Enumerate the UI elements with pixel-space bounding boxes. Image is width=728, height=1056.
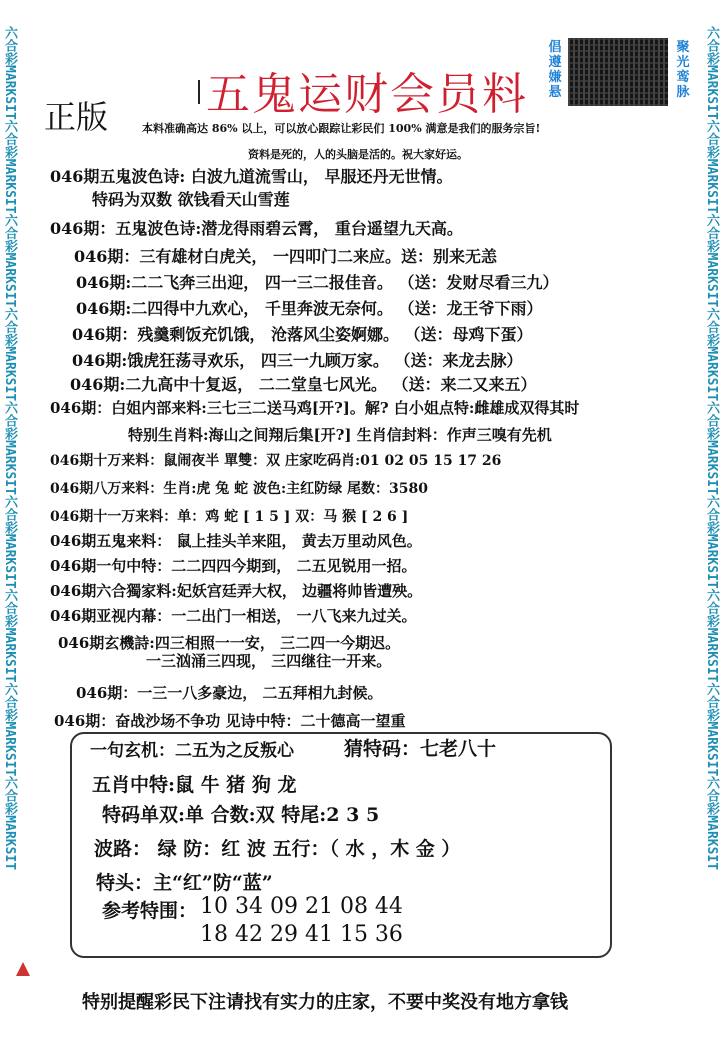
line-wugui-material: 046期五鬼来料： 鼠上挂头羊来阻， 黄去万里动风色。: [50, 532, 422, 550]
line-tiger-pass: 046期：三有雄材白虎关， 一四叩门二来应。送：别来无恙: [74, 247, 497, 266]
line-100k-material: 046期十万来料：鼠闹夜半 單雙：双 庄家吃码肖:01 02 05 15 17 26: [50, 453, 502, 469]
box-mystery-hint: 一句玄机：二五为之反叛心: [90, 741, 294, 761]
watermark-border-right: 六合彩MARKSIT六合彩MARKSIT六合彩MARKSIT六合彩MARKSIT六合彩MARKSIT六合彩MARKSIT六合彩MARKSIT六合彩MARKSIT六合彩MARKSIT: [704, 26, 719, 871]
line-yisan-yiba: 046期：一三一八多豪边， 二五拜相九封候。: [76, 684, 383, 702]
line-ersi-dezhong: 046期:二四得中九欢心， 千里奔波无奈何。 （送：龙王爷下雨）: [76, 299, 543, 318]
line-erer-feiben: 046期:二二飞奔三出迎， 四一三二报佳音。 （送：发财尽看三九）: [76, 273, 559, 292]
line-110k-material: 046期十一万来料：单：鸡 蛇 [ 1 5 ] 双：马 猴 [ 2 6 ]: [50, 509, 409, 525]
box-ref-numbers-row1: 10 34 09 21 08 44: [200, 894, 403, 919]
box-ref-label: 参考特围：: [102, 900, 198, 922]
box-five-zodiac: 五肖中特:鼠 牛 猪 狗 龙: [92, 774, 297, 796]
notice-luck: 资料是死的，人的头脑是活的。祝大家好运。: [248, 148, 468, 161]
watermark-border-left: 六合彩MARKSIT六合彩MARKSIT六合彩MARKSIT六合彩MARKSIT六合彩MARKSIT六合彩MARKSIT六合彩MARKSIT六合彩MARKSIT六合彩MARKSIT: [2, 26, 17, 871]
seal-right: 聚光鸾脉: [676, 40, 690, 100]
line-80k-material: 046期八万来料：生肖:虎 兔 蛇 波色:主红防绿 尾数：3580: [50, 481, 429, 497]
line-ehu: 046期:饿虎狂荡寻欢乐， 四三一九顾万家。 （送：来龙去脉）: [72, 351, 523, 370]
line-special-zodiac: 特别生肖料:海山之间翔后集[开?] 生肖信封料：作声三嗅有先机: [128, 426, 552, 444]
line-wugui-color-poem: 046期五鬼波色诗: 白波九道流雪山， 早服还丹无世情。: [50, 167, 453, 186]
line-cangeng: 046期：残羹剩饭充饥饿， 沧落风尘姿婀娜。 （送：母鸡下蛋）: [72, 325, 533, 344]
seal-left: 倡遵嫌悬: [548, 40, 562, 100]
edition-label: 正版: [44, 98, 109, 136]
title-divider: [198, 80, 200, 104]
line-battlefield-poem: 046期：奋战沙场不争功 见诗中特：二十德高一望重: [54, 712, 406, 730]
box-ref-numbers-row2: 18 42 29 41 15 36: [200, 922, 403, 947]
box-special-head: 特头：主“红”防“蓝”: [96, 872, 273, 894]
box-odd-even: 特码单双:单 合数:双 特尾:2 3 5: [102, 804, 380, 826]
line-one-sentence: 046期一句中特：二二四四今期到， 二五见锐用一招。: [50, 557, 417, 575]
box-wave-path: 波路： 绿 防：红 波 五行：（ 水 ，木 金 ）: [94, 838, 461, 860]
line-mystery-poem-1: 046期玄機詩:四三相照一一安， 三二四一今期迟。: [58, 634, 401, 652]
box-guess-code: 猜特码：七老八十: [344, 738, 497, 760]
qr-code-image: [568, 38, 668, 106]
watermark-border-bottom: [0, 1024, 728, 1050]
line-mystery-poem-2: 一三汹涌三四现， 三四继往一开来。: [146, 652, 392, 670]
footer-warning: 特别提醒彩民下注请找有实力的庄家，不要中奖没有地方拿钱: [82, 992, 568, 1013]
page-title: 五鬼运财会员料: [206, 69, 528, 120]
watermark-border-top: [0, 0, 728, 26]
notice-accuracy: 本料准确高达 86% 以上，可以放心跟踪让彩民们 100% 满意是我们的服务宗旨!: [142, 122, 541, 135]
line-baijie-inside: 046期：白姐内部来料:三七三二送马鸡[开?]。解? 白小姐点特:雌雄成双得其时: [50, 399, 580, 417]
line-special-code-even: 特码为双数 欲钱看天山雪莲: [92, 190, 290, 209]
prediction-panel: [70, 732, 612, 958]
line-liuhe-exclusive: 046期六合獨家料:妃妖宫廷弄大权， 边疆将帅皆遭殃。: [50, 582, 423, 600]
line-dragon-poem: 046期：五鬼波色诗:潜龙得雨碧云霄， 重台遥望九天高。: [50, 219, 463, 238]
line-atv-inside: 046期亚视内幕：一二出门一相送， 一八飞来九过关。: [50, 607, 417, 625]
line-erjiu: 046期:二九高中十复返， 二二堂皇七风光。 （送：来二又来五）: [70, 375, 537, 394]
